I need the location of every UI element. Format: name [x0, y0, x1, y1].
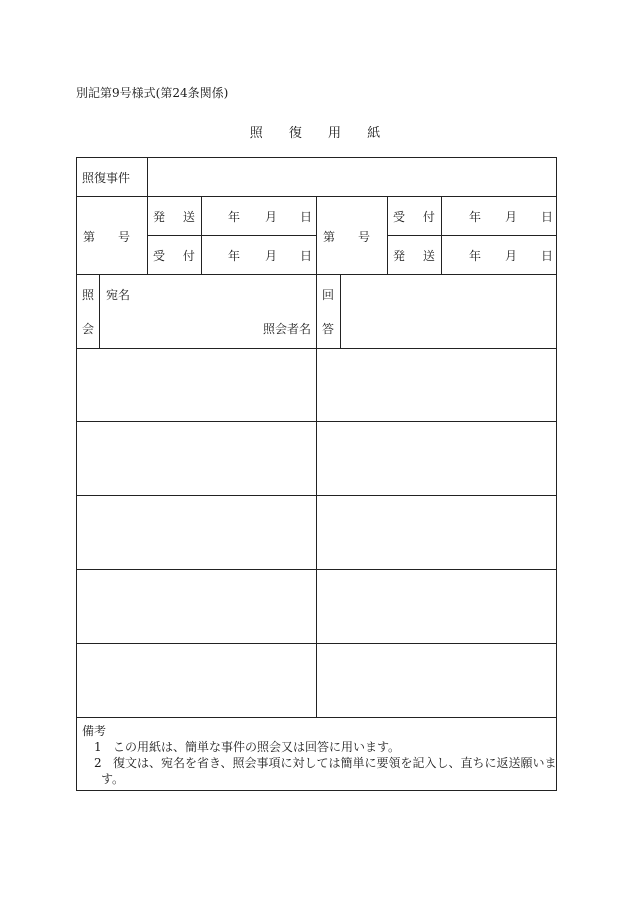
answer-field[interactable] — [341, 275, 556, 347]
note-2-continuation: す。 — [101, 772, 125, 786]
left-receive-month: 月 — [265, 249, 278, 263]
right-date-split — [387, 235, 557, 236]
note-1-text: この用紙は、簡単な事件の照会又は回答に用います。 — [113, 740, 401, 754]
left-number-go: 号 — [118, 230, 131, 244]
right-send-month: 月 — [505, 249, 518, 263]
left-send-month: 月 — [265, 210, 278, 224]
case-field[interactable] — [148, 158, 556, 196]
notes-divider — [76, 717, 557, 718]
inquiry-char-top: 照 — [82, 288, 95, 302]
left-send-day: 日 — [300, 210, 313, 224]
right-receive-month: 月 — [505, 210, 518, 224]
left-date-split — [147, 235, 316, 236]
notes-title: 備考 — [82, 724, 107, 738]
answer-writing-area[interactable] — [317, 349, 556, 716]
note-2-num: 2 — [94, 756, 102, 770]
form-reference: 別記第9号様式(第24条関係) — [76, 86, 229, 100]
left-receive-day: 日 — [300, 249, 313, 263]
right-send-day: 日 — [541, 249, 554, 263]
left-send-label: 発 送 — [153, 210, 202, 224]
answer-char-bottom: 答 — [322, 322, 335, 336]
note-2-text: 復文は、宛名を省き、照会事項に対しては簡単に要領を記入し、直ちに返送願いま — [113, 756, 557, 770]
answer-char-top: 回 — [322, 288, 335, 302]
right-send-year: 年 — [469, 249, 482, 263]
left-receive-year: 年 — [228, 249, 241, 263]
right-receive-day: 日 — [541, 210, 554, 224]
note-1-num: 1 — [94, 740, 102, 754]
center-divider — [316, 196, 317, 275]
right-number-go: 号 — [358, 230, 371, 244]
inquirer-label: 照会者名 — [263, 322, 312, 336]
inquiry-writing-area[interactable] — [77, 349, 315, 716]
case-label: 照復事件 — [82, 171, 131, 185]
right-receive-year: 年 — [469, 210, 482, 224]
addressee-label: 宛名 — [106, 288, 131, 302]
inquiry-char-divider — [99, 274, 100, 348]
form-title: 照 復 用 紙 — [249, 126, 392, 141]
right-number-dai: 第 — [323, 230, 336, 244]
left-number-dai: 第 — [83, 230, 96, 244]
right-receive-label: 受 付 — [393, 210, 442, 224]
right-send-label: 発 送 — [393, 249, 442, 263]
left-send-year: 年 — [228, 210, 241, 224]
left-receive-label: 受 付 — [153, 249, 202, 263]
inquiry-char-bottom: 会 — [82, 322, 95, 336]
